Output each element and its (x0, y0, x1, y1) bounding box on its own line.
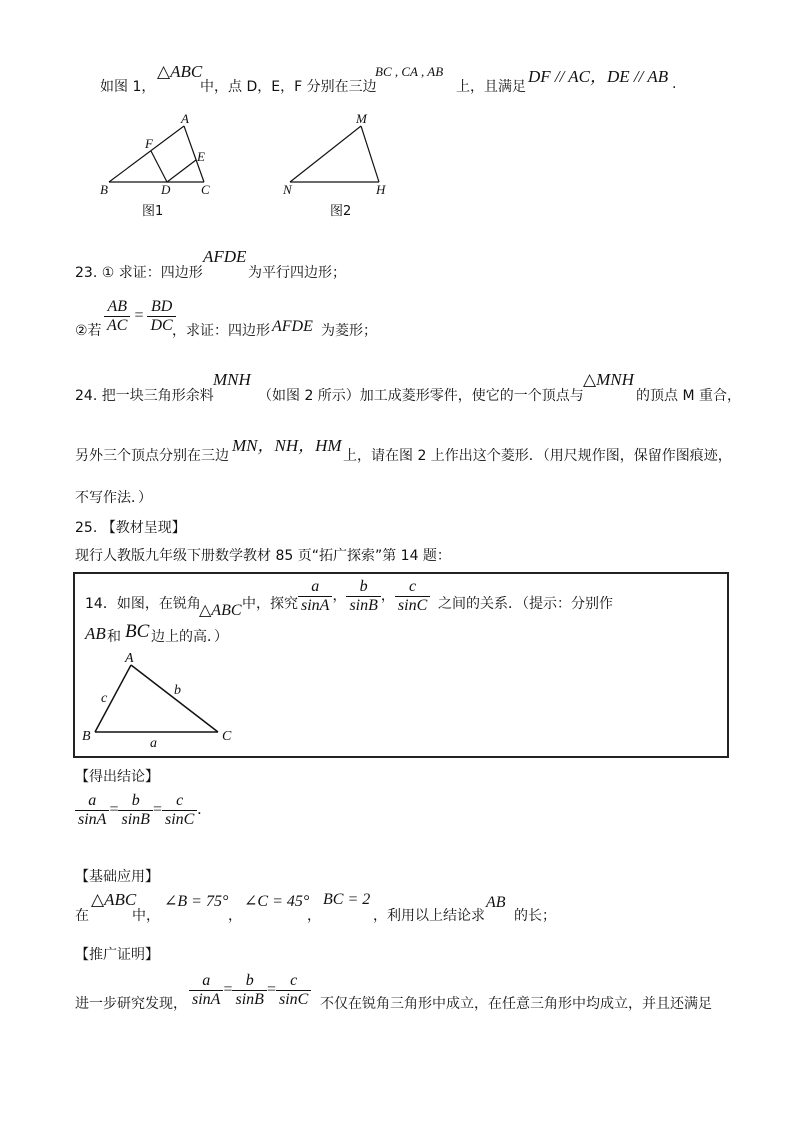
box-tri-label-c: C (222, 729, 232, 744)
concl-frac-b (118, 792, 152, 829)
basic-comma-1: ， (228, 908, 242, 924)
fig2-label-m: M (356, 111, 367, 126)
concl-frac-c-den: sinC (164, 811, 195, 828)
box-frac-a (298, 578, 332, 615)
ext-suffix: 不仅在锐角三角形中成立，在任意三角形中均成立，并且还满足 (320, 996, 712, 1012)
figures-1-2 (90, 108, 410, 223)
q24-prefix: 24. 把一块三角形余料 (75, 388, 214, 404)
fig2-label-n: N (283, 182, 292, 197)
box-comma-2: ， (380, 588, 395, 605)
fig1-label-d: D (161, 182, 171, 197)
ext-frac-b-num: b (232, 972, 266, 991)
fig1-caption: 图1 (142, 204, 164, 219)
concl-eq-2: = (152, 801, 162, 819)
concl-frac-c (162, 792, 197, 829)
basic-in: 在 (75, 908, 89, 924)
ext-frac-a-num: a (189, 972, 223, 991)
q23-frac2-num: BD (147, 298, 175, 317)
q24-mid1: （如图 2 所示）加工成菱形零件，使它的一个顶点与 (258, 388, 584, 404)
concl-frac-a-num: a (75, 792, 109, 811)
fig2-label-h: H (376, 182, 386, 197)
box-frac-a-num: a (298, 578, 332, 597)
fig1-label-a: A (181, 111, 189, 126)
concl-frac-b-den: sinB (121, 811, 150, 828)
q23-part2-prefix: ②若 (75, 323, 102, 339)
basic-end: 的长； (514, 908, 556, 924)
q24-shape: MNH (213, 370, 251, 389)
q24-line2-suffix: 上，请在图 2 上作出这个菱形．（用尺规作图，保留作图痕迹， (343, 448, 732, 464)
concl-frac-a (75, 792, 109, 829)
basic-bc: BC = 2 (323, 891, 371, 908)
box-line2-and: 和 (107, 629, 121, 645)
box-frac-c (395, 578, 430, 615)
basic-angle-c: ∠C = 45° (244, 893, 310, 910)
basic-mid: 中， (132, 908, 160, 924)
q23-part1-prefix: 23. ① 求证：四边形 (75, 265, 203, 281)
box-tri-label-a: A (125, 651, 134, 666)
basic-suffix: ，利用以上结论求 (373, 908, 485, 924)
q23-ratio-equation (104, 298, 176, 335)
fig2-caption: 图2 (330, 204, 352, 219)
intro-condition: DF // AC，DE // AB (528, 67, 669, 86)
box-frac-b (346, 578, 380, 615)
q23-part1-suffix: 为平行四边形； (248, 265, 346, 281)
box-line2-ab: AB (85, 624, 106, 643)
figure-2 (282, 111, 386, 219)
intro-triangle: △ABC (157, 62, 203, 81)
q24-mid2: 的顶点 M 重合， (636, 388, 741, 404)
ext-frac-c-num: c (276, 972, 311, 991)
concl-eq-1: = (109, 801, 119, 819)
q23-frac1-den: AC (107, 317, 128, 334)
fig1-label-b: B (100, 182, 108, 197)
ext-frac-c-den: sinC (278, 991, 309, 1008)
box-tri-label-b: B (82, 729, 91, 744)
q23-part2-suffix: 为菱形； (321, 323, 377, 339)
box-prefix: 14．如图，在锐角 (85, 596, 201, 612)
q23-part2-shape: AFDE (272, 318, 313, 335)
q23-frac2-den: DC (150, 317, 173, 334)
box-mid: 中，探究 (242, 596, 298, 612)
q24-line3: 不写作法．） (75, 490, 152, 506)
box-triangle: △ABC (199, 602, 242, 619)
concl-period: . (197, 801, 202, 819)
box-frac-a-den: sinA (301, 597, 330, 614)
ext-eq-2: = (266, 981, 276, 999)
box-frac-c-num: c (395, 578, 430, 597)
intro-prefix: 如图 1， (100, 79, 156, 95)
q25-source: 现行人教版九年级下册数学教材 85 页“拓广探索”第 14 题： (75, 548, 451, 564)
ext-frac-a-den: sinA (192, 991, 221, 1008)
box-frac-c-den: sinC (397, 597, 428, 614)
box-line2-bc: BC (125, 621, 150, 642)
intro-end: . (672, 76, 677, 92)
box-tri-side-c: c (101, 691, 108, 706)
q23-frac1-num: AB (104, 298, 130, 317)
q24-line2-prefix: 另外三个顶点分别在三边 (75, 448, 229, 464)
fig1-label-e: E (197, 149, 205, 164)
box-suffix: 之间的关系．（提示：分别作 (438, 596, 613, 612)
ext-frac-b (232, 972, 266, 1009)
q23-eq: = (134, 307, 144, 325)
basic-angle-b: ∠B = 75° (164, 893, 229, 910)
conclusion-head: 【得出结论】 (75, 769, 159, 785)
ext-prefix: 进一步研究发现， (75, 996, 187, 1012)
box-tri-side-b: b (174, 683, 181, 698)
box-frac-b-den: sinB (349, 597, 378, 614)
fig1-label-c: C (201, 182, 210, 197)
ext-eq-1: = (223, 981, 233, 999)
basic-comma-2: ， (307, 908, 321, 924)
box-frac-b-num: b (346, 578, 380, 597)
box-triangle-figure (78, 648, 248, 750)
basic-head: 【基础应用】 (75, 869, 159, 885)
box-ratios (298, 578, 430, 615)
ext-head: 【推广证明】 (75, 947, 159, 963)
concl-frac-b-num: b (118, 792, 152, 811)
q23-part2-mid: ，求证：四边形 (172, 323, 270, 339)
q24-triangle: △MNH (583, 370, 634, 389)
q25-head: 25. 【教材呈现】 (75, 520, 186, 536)
fig1-label-f: F (145, 136, 153, 151)
concl-frac-a-den: sinA (78, 811, 107, 828)
intro-mid1: 中，点 D，E，F 分别在三边 (200, 79, 377, 95)
basic-ab: AB (486, 894, 506, 911)
conclusion-equation (75, 792, 201, 829)
ext-frac-c (276, 972, 311, 1009)
box-comma-1: ， (332, 588, 347, 605)
intro-mid2: 上，且满足 (456, 79, 526, 95)
concl-frac-c-num: c (162, 792, 197, 811)
box-tri-side-a: a (150, 736, 157, 750)
figure-1 (100, 111, 210, 219)
ext-frac-a (189, 972, 223, 1009)
q23-frac-ab-ac (104, 298, 130, 335)
box-line2-suffix: 边上的高．） (151, 629, 228, 645)
ext-frac-b-den: sinB (235, 991, 264, 1008)
intro-sides: BC , CA , AB (375, 64, 444, 79)
q24-sides: MN，NH，HM (232, 436, 342, 455)
basic-triangle: △ABC (91, 890, 137, 909)
ext-equation (189, 972, 311, 1009)
q23-part1-shape: AFDE (203, 247, 247, 266)
